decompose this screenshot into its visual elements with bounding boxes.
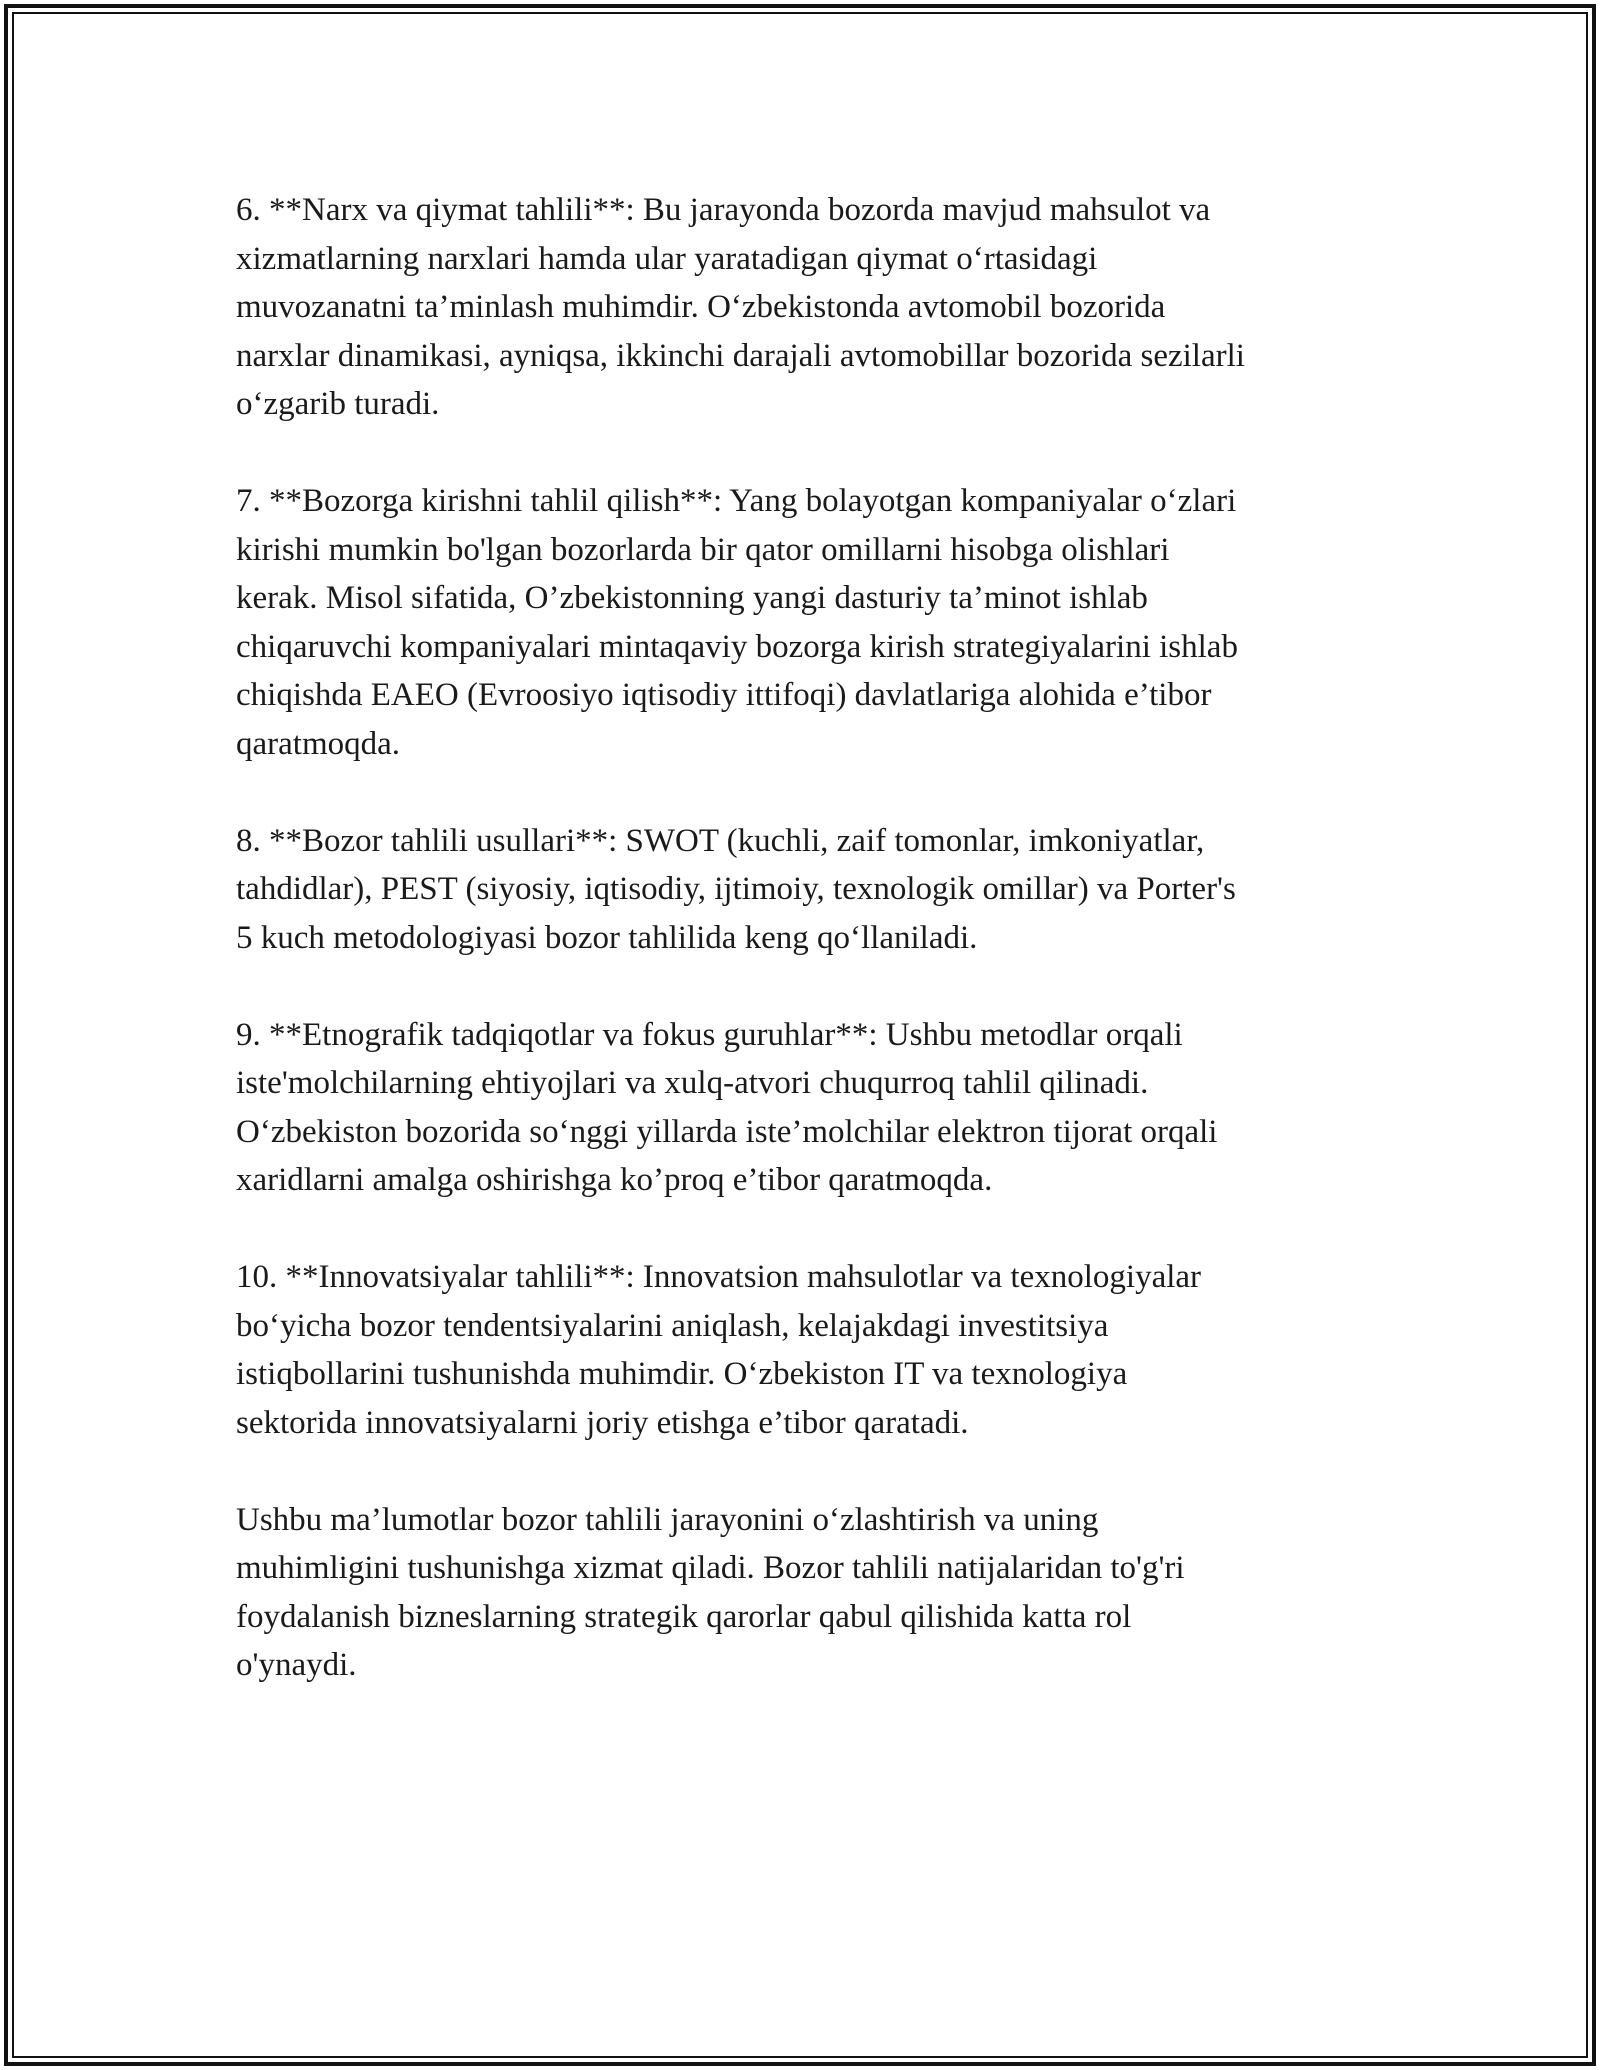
document-body: [236, 186, 1366, 1738]
paragraph-market-analysis-methods: 8. **Bozor tahlili usullari**: SWOT (kuchli, zaif tomonlar, imkoniyatlar, tahdidlar), PEST (siyosiy, iqtisodiy, ijtimoiy, texnologik omillar) va Porter's 5 kuch metodologiyasi bozor tahlilida keng qo‘llaniladi.: [236, 822, 1236, 956]
paragraph-ethnographic-research: 9. **Etnografik tadqiqotlar va fokus guruhlar**: Ushbu metodlar orqali iste'molchilarning ehtiyojlari va xulq-atvori chuqurroq tahlil qilinadi. O‘zbekiston bozorida so‘nggi yillarda iste’molchilar elektron tijorat orqali xaridlarni amalga oshirishga ko’proq e’tibor qaratmoqda.: [236, 1016, 1218, 1198]
paragraph-price-value-analysis: 6. **Narx va qiymat tahlili**: Bu jarayonda bozorda mavjud mahsulot va xizmatlarning narxlari hamda ular yaratadigan qiymat o‘rtasidagi muvozanatni ta’minlash muhimdir. O‘zbekistonda avtomobil bozorida narxlar dinamikasi, ayniqsa, ikkinchi darajali avtomobillar bozorida sezilarli o‘zgarib turadi.: [236, 192, 1245, 422]
paragraph-innovation-analysis: 10. **Innovatsiyalar tahlili**: Innovatsion mahsulotlar va texnologiyalar bo‘yicha bozor tendentsiyalarini aniqlash, kelajakdagi investitsiya istiqbollarini tushunishda muhimdir. O‘zbekiston IT va texnologiya sektorida innovatsiyalarni joriy etishga e’tibor qaratadi.: [236, 1259, 1202, 1441]
paragraph-market-entry-analysis: 7. **Bozorga kirishni tahlil qilish**: Yang bolayotgan kompaniyalar o‘zlari kirishi mumkin bo'lgan bozorlarda bir qator omillarni hisobga olishlari kerak. Misol sifatida, O’zbekistonning yangi dasturiy ta’minot ishlab chiqaruvchi kompaniyalari mintaqaviy bozorga kirish strategiyalarini ishlab chiqishda EAEO (Evroosiyo iqtisodiy ittifoqi) davlatlariga alohida e’tibor qaratmoqda.: [236, 483, 1238, 762]
paragraph-conclusion: Ushbu ma’lumotlar bozor tahlili jarayonini o‘zlashtirish va uning muhimligini tushunishga xizmat qiladi. Bozor tahlili natijalaridan to'g'ri foydalanish bizneslarning strategik qarorlar qabul qilishida katta rol o'ynaydi.: [236, 1501, 1185, 1683]
